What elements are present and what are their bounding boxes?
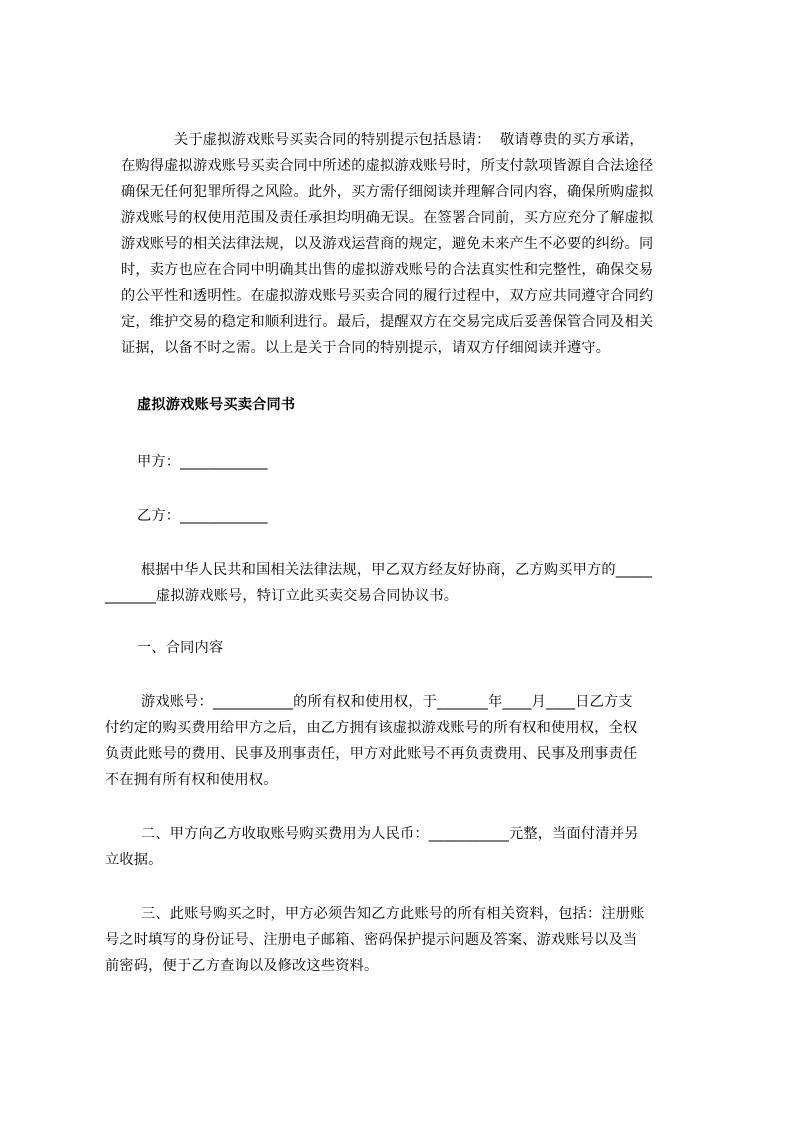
- party-b-field: 乙方：____________: [137, 508, 268, 524]
- intro-line: 的公平性和透明性。在虚拟游戏账号买卖合同的履行过程中，双方应共同遵守合同约: [121, 288, 654, 304]
- intro-line: 确保无任何犯罪所得之风险。此外，买方需仔细阅读并理解合同内容，确保所购虚拟: [121, 184, 654, 200]
- intro-line: 游戏账号的相关法律法规，以及游戏运营商的规定，避免未来产生不必要的纠纷。同: [121, 236, 654, 252]
- section-2-line: 立收据。: [105, 852, 163, 868]
- intro-line: 证据，以备不时之需。以上是关于合同的特别提示，请双方仔细阅读并遵守。: [121, 340, 611, 356]
- section-3-line: 号之时填写的身份证号、注册电子邮箱、密码保护提示问题及答案、游戏账号以及当: [105, 932, 638, 948]
- preamble-line: _______虚拟游戏账号，特订立此买卖交易合同协议书。: [105, 588, 459, 604]
- party-a-field: 甲方：____________: [137, 454, 268, 470]
- intro-line: 时，卖方也应在合同中明确其出售的虚拟游戏账号的合法真实性和完整性，确保交易: [121, 262, 654, 278]
- section-2-line: 二、甲方向乙方收取账号购买费用为人民币：___________元整，当面付清并另: [141, 826, 639, 842]
- intro-line: 在购得虚拟游戏账号买卖合同中所述的虚拟游戏账号时，所支付款项皆源自合法途径: [121, 158, 654, 174]
- preamble-line: 根据中华人民共和国相关法律法规，甲乙双方经友好协商，乙方购买甲方的_____: [141, 562, 653, 578]
- section-1-heading: 一、合同内容: [137, 640, 224, 656]
- section-1-line: 负责此账号的费用、民事及刑事责任，甲方对此账号不再负责费用、民事及刑事责任: [105, 746, 638, 762]
- section-3-line: 前密码，便于乙方查询以及修改这些资料。: [105, 958, 379, 974]
- intro-line: 关于虚拟游戏账号买卖合同的特别提示包括恳请： 敬请尊贵的买方承诺，: [174, 132, 644, 148]
- intro-line: 定，维护交易的稳定和顺利进行。最后，提醒双方在交易完成后妥善保管合同及相关: [121, 314, 654, 330]
- section-1-line: 付约定的购买费用给甲方之后，由乙方拥有该虚拟游戏账号的所有权和使用权，全权: [105, 720, 638, 736]
- document-title: 虚拟游戏账号买卖合同书: [137, 397, 296, 413]
- section-3-line: 三、此账号购买之时，甲方必须告知乙方此账号的所有相关资料，包括：注册账: [141, 906, 645, 922]
- section-1-line: 游戏账号：___________的所有权和使用权，于_______年____月____日乙方支: [141, 694, 633, 710]
- intro-line: 游戏账号的权使用范围及责任承担均明确无误。在签署合同前，买方应充分了解虚拟: [121, 210, 654, 226]
- section-1-line: 不在拥有所有权和使用权。: [105, 772, 278, 788]
